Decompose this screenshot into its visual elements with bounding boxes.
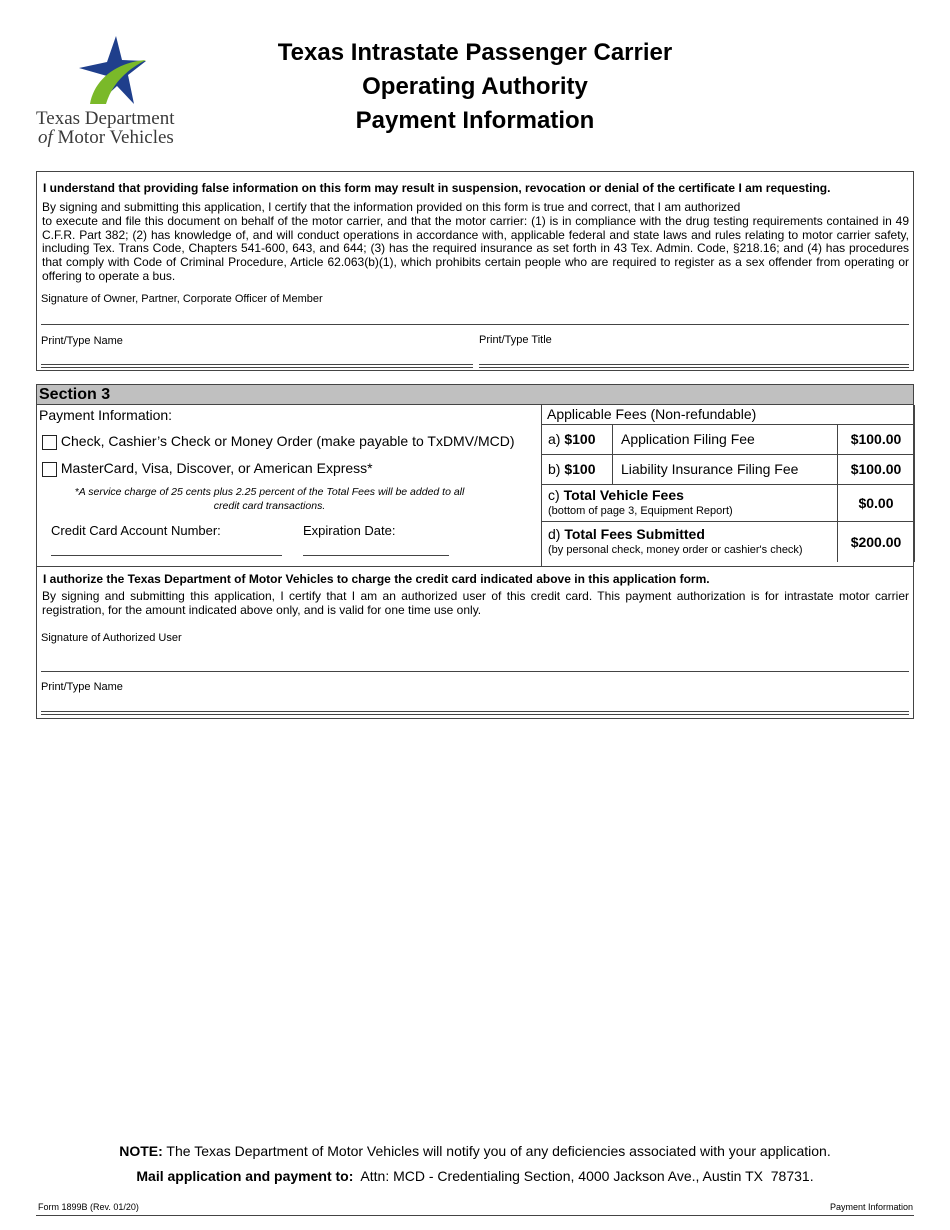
fee-row-d [542,521,915,562]
credit-card-checkbox[interactable] [42,462,57,477]
certification-box [36,171,914,371]
owner-signature-label: Signature of Owner, Partner, Corporate Officer of Member [41,293,323,305]
authorization-heading: I authorize the Texas Department of Motor Vehicles to charge the credit card indicated above in this application form. [43,572,710,586]
cc-number-label: Credit Card Account Number: [51,523,221,538]
logo-text-line1: Texas Department [36,108,175,129]
title-line-2: Operating Authority [362,73,588,100]
logo-text-rest: Motor Vehicles [52,127,174,148]
fee-row-c [542,484,915,521]
logo-text-of: of [38,127,53,148]
fee-c-cell [542,484,838,521]
certification-para-line1: By signing and submitting this application, I certify that the information provided on this form is true and correct, that I am authorized [42,200,741,214]
owner-print-title-line[interactable] [479,364,909,368]
fee-b-total: $100.00 [838,454,915,484]
note-bold: NOTE: [119,1143,163,1159]
fee-a-label: Application Filing Fee [613,424,838,454]
section3-heading: Section 3 [36,384,914,405]
option-check-label: Check, Cashier’s Check or Money Order (make payable to TxDMV/MCD) [60,433,515,449]
owner-print-name-line[interactable] [41,364,473,368]
authorized-print-name-label: Print/Type Name [41,681,123,693]
fee-d-sub: (by personal check, money order or cashier's check) [548,543,803,556]
title-line-1: Texas Intrastate Passenger Carrier [277,39,673,66]
footer-page-label: Payment Information [829,1202,913,1212]
owner-print-title-label: Print/Type Title [479,334,552,346]
expiration-label: Expiration Date: [303,523,396,538]
owner-print-name-label: Print/Type Name [41,335,123,347]
section3-body [36,405,914,567]
fee-a-amount-cell [542,424,613,454]
fee-b-amount-cell [542,454,613,484]
authorized-print-name-line[interactable] [41,711,909,715]
cc-number-field[interactable] [51,555,282,556]
footer-mail [0,1168,950,1184]
page-title [250,36,700,138]
fees-panel [541,405,915,566]
authorized-signature-label: Signature of Authorized User [41,632,182,644]
mail-bold: Mail application and payment to: [136,1168,354,1184]
option-card-row [42,460,373,477]
fee-a-amount: $100 [564,431,596,447]
form-number: Form 1899B (Rev. 01/20) [38,1202,139,1212]
note-text: The Texas Department of Motor Vehicles will notify you of any deficiencies associated with your application. [162,1143,831,1159]
fee-d-label: Total Fees Submitted [564,525,705,542]
title-line-3: Payment Information [355,107,595,134]
service-charge-note [47,485,492,513]
fee-d-total: $200.00 [838,521,915,562]
fee-c-sub: (bottom of page 3, Equipment Report) [548,504,733,517]
logo-star [79,36,146,104]
fee-b-label: Liability Insurance Filing Fee [613,454,838,484]
fee-row-b [542,454,915,484]
owner-signature-line[interactable] [41,324,909,325]
fee-c-label: Total Vehicle Fees [563,486,684,503]
payment-info-label: Payment Information: [39,407,173,423]
authorization-paragraph: By signing and submitting this application, I certify that I am an authorized user of this credit card. This payment authorization is for intrastate motor carrier registration, for the amount indicated above only, and is valid for one time use only. [42,589,909,617]
fee-b-prefix: b) [548,461,565,477]
fee-b-amount: $100 [564,461,596,477]
footer-rule [36,1215,914,1216]
service-note-line1: *A service charge of 25 cents plus 2.25 percent of the Total Fees will be added to all [74,486,465,498]
check-payment-checkbox[interactable] [42,435,57,450]
fee-d-prefix: d) [548,525,565,542]
footer-note [0,1143,950,1159]
fee-d-cell [542,521,838,562]
fee-c-total: $0.00 [838,484,915,521]
fees-heading: Applicable Fees (Non-refundable) [542,405,915,424]
authorized-signature-line[interactable] [41,671,909,672]
authorization-box [36,567,914,719]
certification-paragraph [42,201,909,284]
certification-para-rest: to execute and file this document on behalf of the motor carrier, and that the motor carrier: (1) is in compliance with the drug testing requirements contained in 49 C.F.R. Part 382; (2) has knowledge of, and will conduct operations in accordance with, applicable federal and state laws and rules relating to motor carrier safety, including Tex. Trans Code, Chapters 541-600, 643, and 644; (3) has the required insurance as set forth in 43 Tex. Admin. Code, §218.16; and (4) has procedures that comply with Code of Criminal Procedure, Article 62.063(b)(1), which prohibits certain people who are required to register as a sex offender from operating or offering to operate a bus. [42,213,909,283]
service-note-line2: credit card transactions. [213,500,326,512]
fee-a-total: $100.00 [838,424,915,454]
fee-row-a [542,424,915,454]
option-card-label: MasterCard, Visa, Discover, or American Express* [60,460,373,476]
mail-text: Attn: MCD - Credentialing Section, 4000 Jackson Ave., Austin TX 78731. [353,1168,814,1184]
certification-warning: I understand that providing false information on this form may result in suspension, revocation or denial of the certificate I am requesting. [43,181,831,195]
logo-text-line2 [38,127,174,149]
payment-method-panel [37,405,540,566]
expiration-field[interactable] [303,555,449,556]
option-check-row [42,433,514,450]
fee-a-prefix: a) [548,431,565,447]
fees-table [542,405,915,562]
fee-c-prefix: c) [548,486,564,503]
